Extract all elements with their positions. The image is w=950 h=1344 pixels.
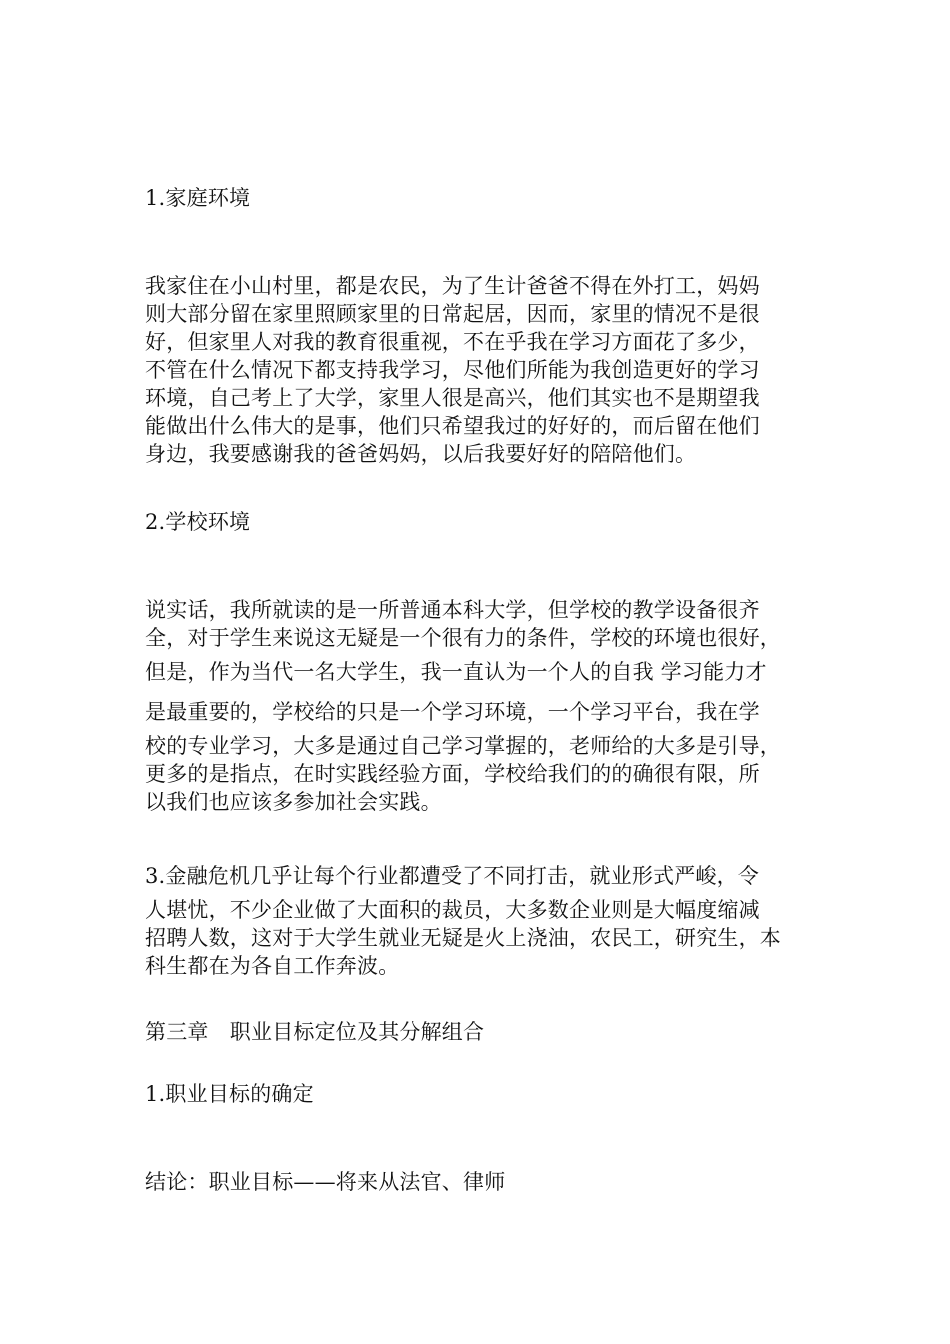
text-line: 但是，作为当代一名大学生，我一直认为一个人的自我 学习能力才: [145, 660, 767, 684]
text-line: 说实话，我所就读的是一所普通本科大学，但学校的教学设备很齐: [145, 598, 760, 622]
conclusion-line: [145, 1168, 820, 1196]
text-line: 结论：职业目标——将来从法官、律师: [145, 1170, 506, 1194]
text-line: 1.职业目标的确定: [145, 1082, 314, 1106]
text-line: 以我们也应该多参加社会实践。: [145, 790, 442, 814]
paragraph-family-environment: [145, 272, 820, 468]
text-line: 身边，我要感谢我的爸爸妈妈，以后我要好好的陪陪他们。: [145, 442, 697, 466]
paragraph-financial-crisis: [145, 856, 820, 980]
text-line: 好，但家里人对我的教育很重视，不在乎我在学习方面花了多少，: [145, 330, 760, 354]
text-line: 人堪忧，不少企业做了大面积的裁员，大多数企业则是大幅度缩减: [145, 898, 760, 922]
text-line: 第三章 职业目标定位及其分解组合: [145, 1020, 485, 1044]
text-line: 则大部分留在家里照顾家里的日常起居，因而，家里的情况不是很: [145, 302, 760, 326]
text-line: 不管在什么情况下都支持我学习，尽他们所能为我创造更好的学习: [145, 358, 760, 382]
text-line: 科生都在为各自工作奔波。: [145, 954, 400, 978]
text-line: 环境，自己考上了大学，家里人很是高兴，他们其实也不是期望我: [145, 386, 760, 410]
text-line: 校的专业学习，大多是通过自己学习掌握的，老师给的大多是引导，: [145, 734, 781, 758]
text-line: 是最重要的，学校给的只是一个学习环境，一个学习平台，我在学: [145, 700, 760, 724]
text-line: 全，对于学生来说这无疑是一个很有力的条件，学校的环境也很好，: [145, 626, 781, 650]
text-line: 招聘人数，这对于大学生就业无疑是火上浇油，农民工，研究生，本: [145, 926, 781, 950]
text-line: 2.学校环境: [145, 510, 251, 534]
text-line: 我家住在小山村里，都是农民，为了生计爸爸不得在外打工，妈妈: [145, 274, 760, 298]
text-line: 更多的是指点，在时实践经验方面，学校给我们的的确很有限，所: [145, 762, 760, 786]
section-heading-school-environment: [145, 508, 820, 536]
paragraph-school-environment: [145, 596, 820, 816]
text-line: 3.金融危机几乎让每个行业都遭受了不同打击，就业形式严峻，令: [145, 864, 760, 888]
section-heading-family-environment: [145, 184, 820, 212]
text-line: 1.家庭环境: [145, 186, 251, 210]
section-heading-career-goal: [145, 1080, 820, 1108]
chapter-heading: [145, 1018, 820, 1046]
text-line: 能做出什么伟大的是事，他们只希望我过的好好的，而后留在他们: [145, 414, 760, 438]
